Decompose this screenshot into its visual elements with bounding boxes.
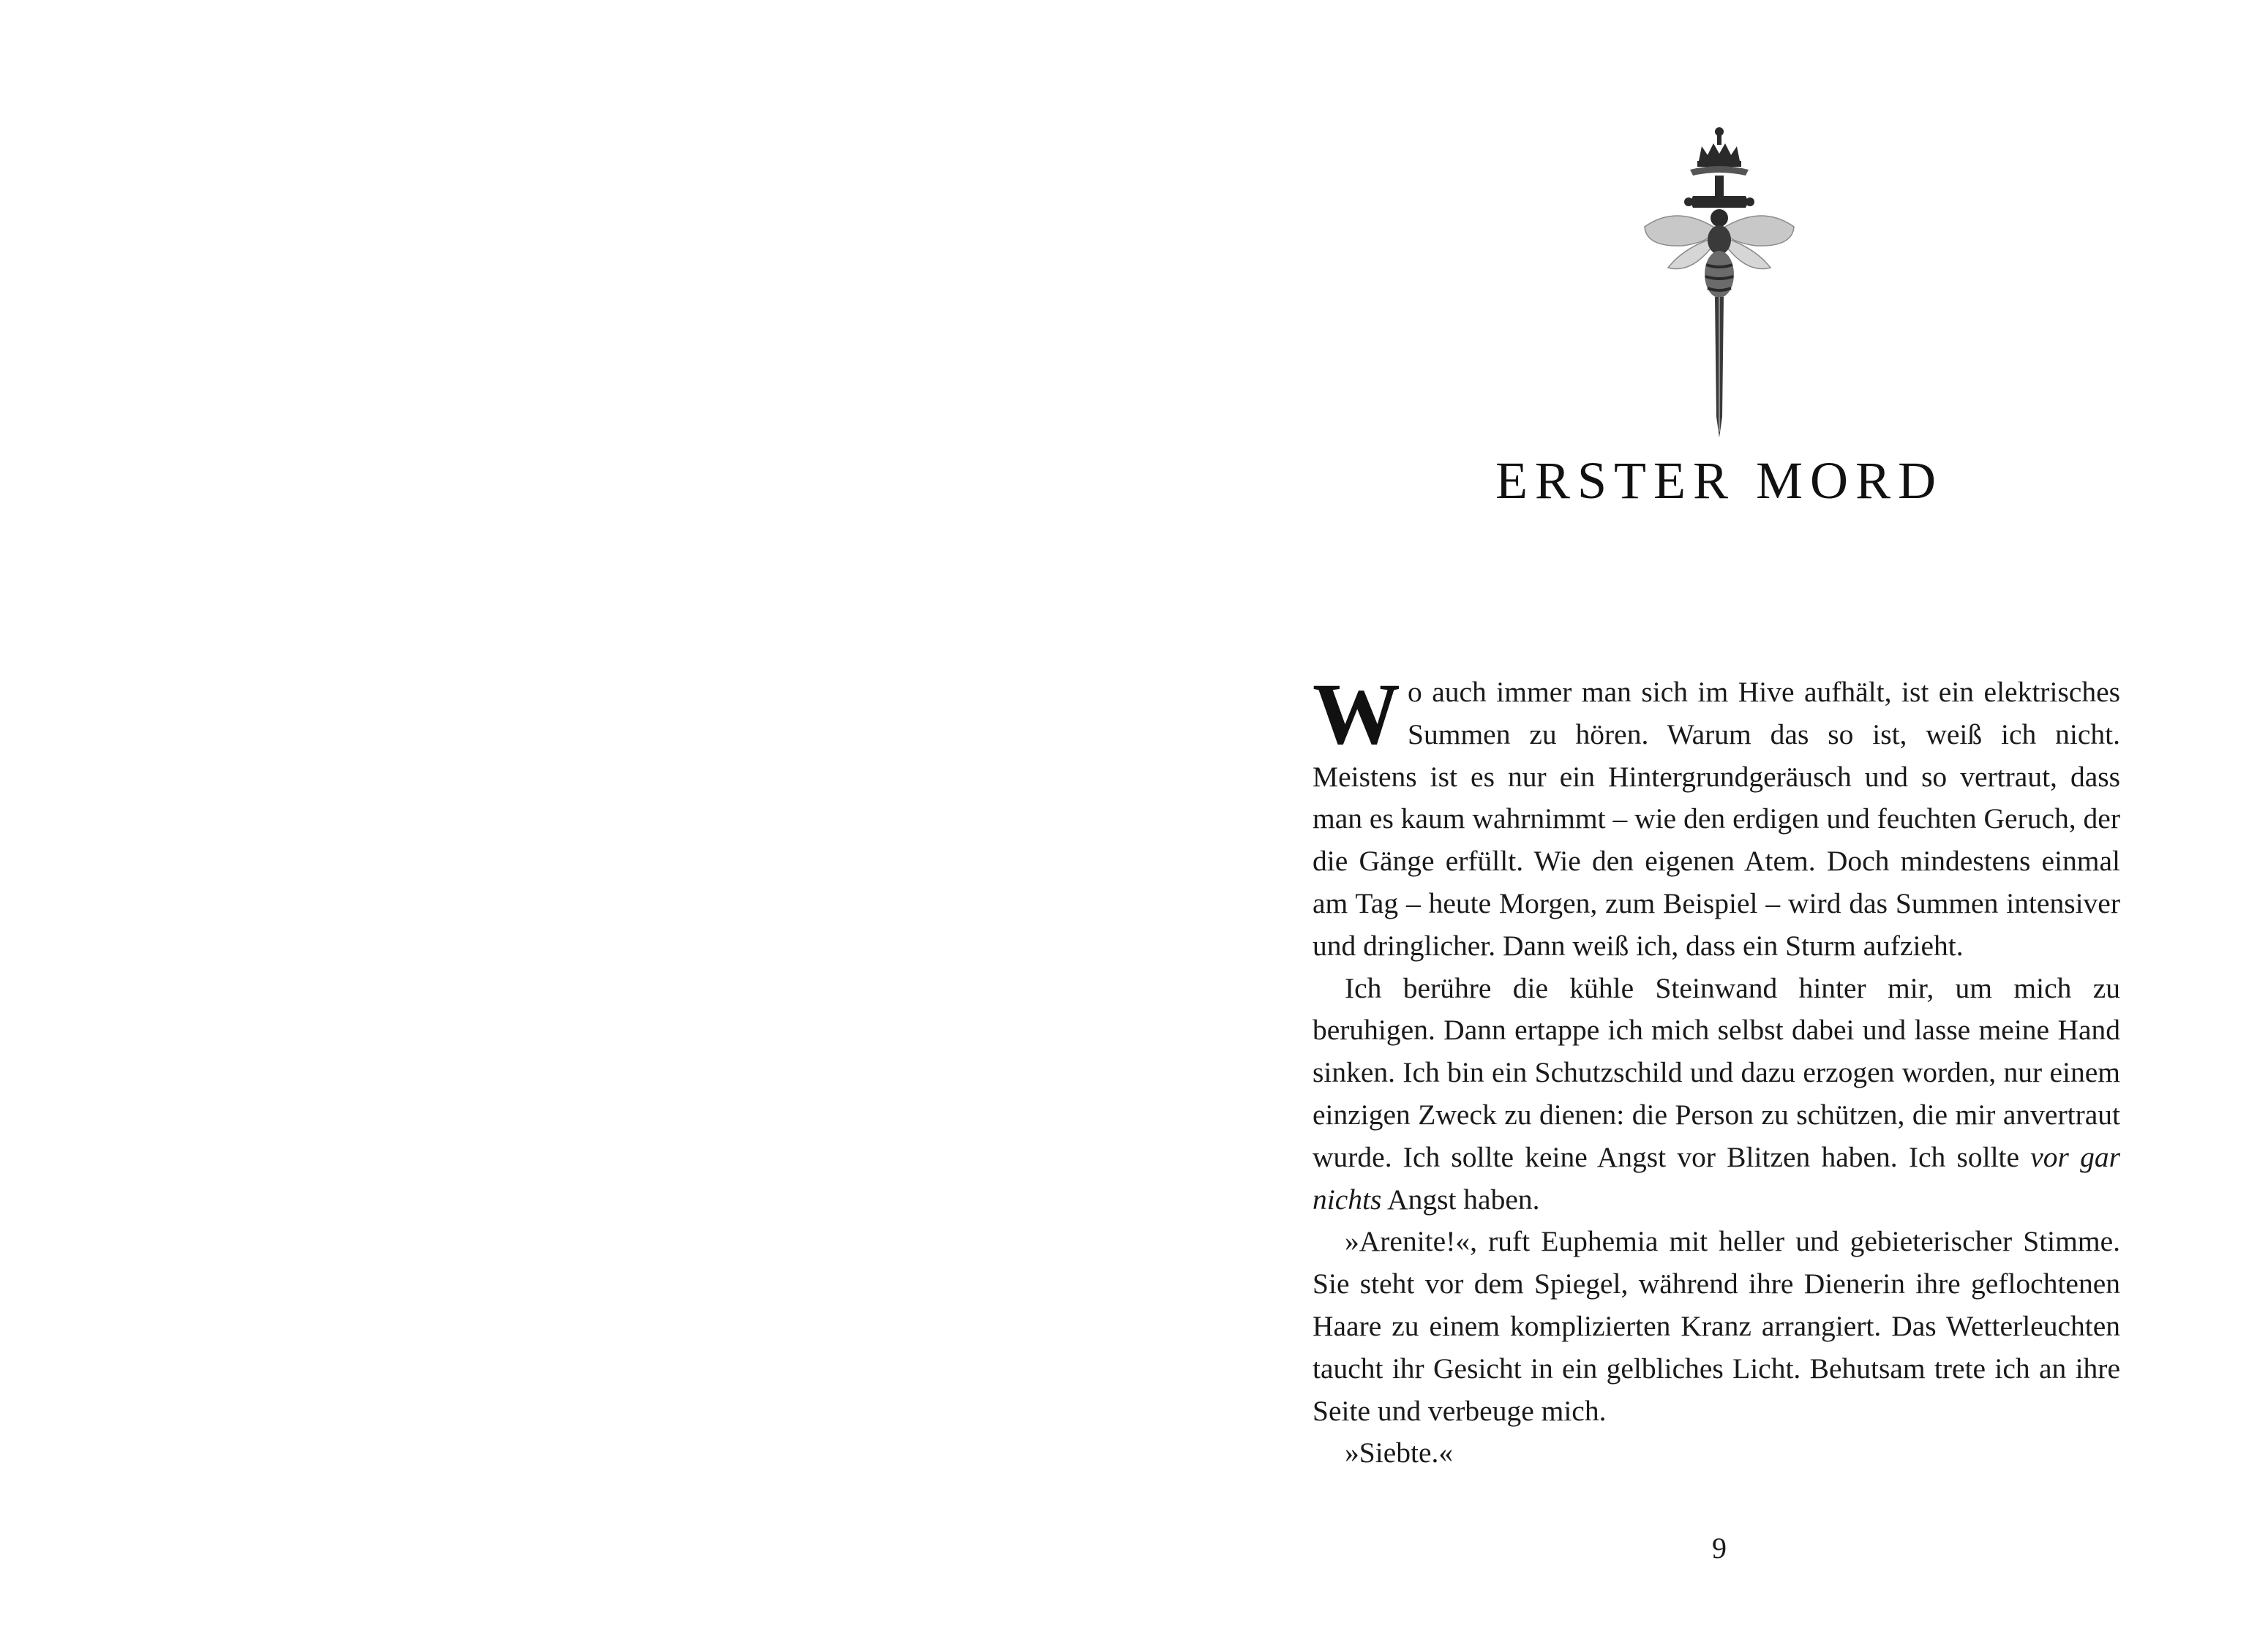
dagger-blade-icon xyxy=(1715,297,1724,437)
text-run: Angst haben. xyxy=(1381,1183,1540,1216)
text-run: Ich berühre die kühle Steinwand hinter mir, um mich zu beruhigen. Dann ertappe ich mich selbst dabei und lasse meine Hand sinken. Ich bin ein Schutzschild und dazu erzogen worden, nur einem einzigen Zweck zu dienen: die Person zu schützen, die mir anvertraut wurde. Ich sollte keine Angst vor Blitzen haben. Ich sollte xyxy=(1313,971,2120,1173)
chapter-title: ERSTER MORD xyxy=(1495,451,1944,510)
paragraph xyxy=(1313,1432,2120,1475)
paragraph xyxy=(1313,1221,2120,1432)
crown-icon xyxy=(1690,127,1749,176)
chapter-body-text xyxy=(1313,665,2120,1475)
bee-body-icon xyxy=(1705,209,1734,298)
paragraph xyxy=(1313,968,2120,1221)
cross-guard-icon xyxy=(1684,176,1754,208)
text-run: »Arenite!«, ruft Euphemia mit heller und gebieterischer Stimme. Sie steht vor dem Spiegel, während ihre Dienerin ihre geflochtenen Haare zu einem komplizierten Kranz arrangiert. Das Wetterleuchten taucht ihr Gesicht in ein gelbliches Licht. Behutsam trete ich an ihre Seite und verbeuge mich. xyxy=(1313,1225,2120,1427)
page-number: 9 xyxy=(1712,1532,1727,1564)
drop-cap: W xyxy=(1313,665,1400,762)
text-run: »Siebte.« xyxy=(1345,1436,1454,1469)
text-run-italic: vor gar nichts xyxy=(1313,1140,2120,1216)
crowned-bee-dagger-emblem-icon xyxy=(1631,124,1807,439)
paragraph xyxy=(1313,665,2120,968)
text-run: o auch immer man sich im Hive aufhält, ist ein elektrisches Summen zu hören. Warum das so ist, weiß ich nicht. Meistens ist es nur ein Hintergrundgeräusch und so vertraut, dass man es kaum wahrnimmt – wie den erdigen und feuchten Geruch, der die Gänge erfüllt. Wie den eigenen Atem. Doch mindestens einmal am Tag – heute Morgen, zum Beispiel – wird das Summen intensiver und dringlicher. Dann weiß ich, dass ein Sturm aufzieht. xyxy=(1313,676,2120,962)
